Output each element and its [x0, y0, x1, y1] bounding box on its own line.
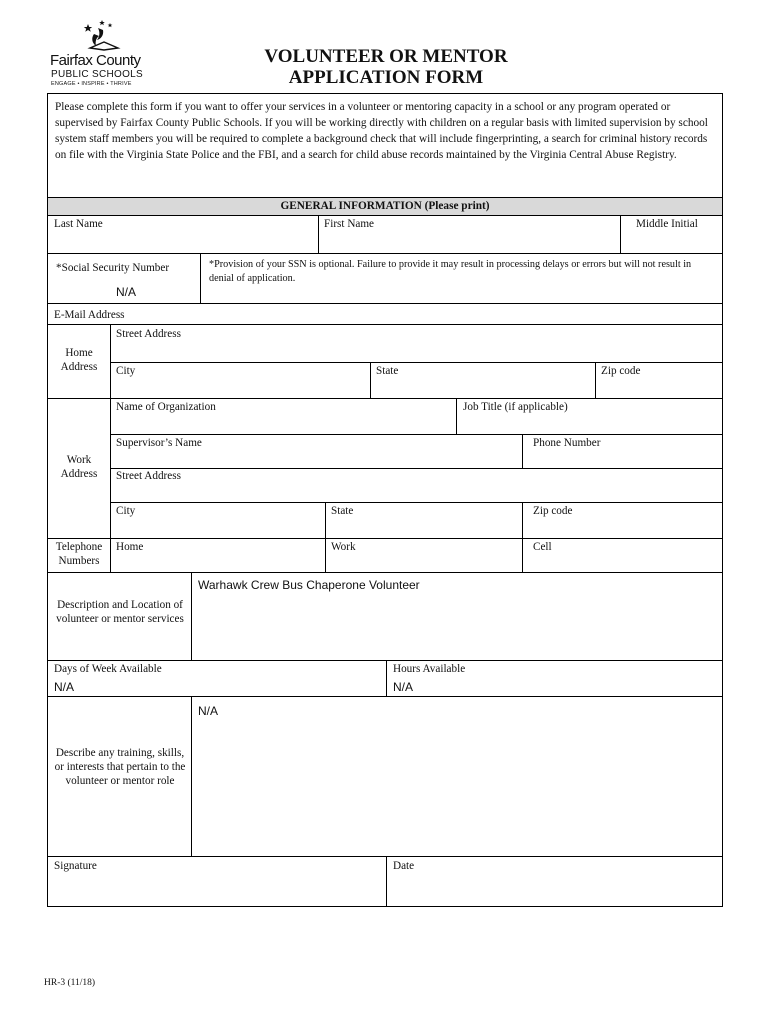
- email-label: E-Mail Address: [54, 309, 125, 321]
- supervisor-label: Supervisor’s Name: [116, 437, 202, 449]
- hours-value[interactable]: N/A: [393, 680, 414, 694]
- hours-label: Hours Available: [393, 663, 466, 675]
- description-label: Description and Location of volunteer or mentor services: [56, 599, 184, 625]
- tel-cell-label: Cell: [533, 541, 552, 553]
- home-city-label: City: [116, 365, 136, 377]
- work-street-label: Street Address: [116, 470, 181, 482]
- telephone-numbers-label: Telephone Numbers: [55, 541, 103, 567]
- description-value[interactable]: Warhawk Crew Bus Chaperone Volunteer: [198, 578, 420, 592]
- work-zip-label: Zip code: [533, 505, 573, 517]
- days-value[interactable]: N/A: [54, 680, 75, 694]
- middle-initial-field[interactable]: [621, 230, 721, 252]
- tel-work-label: Work: [331, 541, 356, 553]
- training-value[interactable]: N/A: [198, 704, 219, 718]
- home-street-label: Street Address: [116, 328, 181, 340]
- last-name-label: Last Name: [54, 218, 103, 230]
- intro-paragraph: Please complete this form if you want to offer your services in a volunteer or mentoring capacity in a school or any program operated or supervised by Fairfax County Public Schools. If you will be working directly with children on a regular basis with limited supervision by school system staff members you will be required to complete a background check that will include fingerprinting, a search for criminal history records on file with the Virginia State Police and the FBI, and a search for child abuse records maintained by the Virginia Central Abuse Registry.: [55, 101, 708, 161]
- middle-initial-label: Middle Initial: [636, 218, 698, 230]
- email-field[interactable]: [140, 305, 720, 323]
- job-title-label: Job Title (if applicable): [463, 401, 568, 413]
- work-address-label: Work Address: [60, 454, 98, 480]
- ssn-value[interactable]: N/A: [116, 285, 137, 299]
- work-state-label: State: [331, 505, 354, 517]
- home-state-label: State: [376, 365, 399, 377]
- work-phone-label: Phone Number: [533, 437, 601, 449]
- first-name-field[interactable]: [319, 230, 619, 252]
- first-name-label: First Name: [324, 218, 375, 230]
- date-label: Date: [393, 860, 415, 872]
- ssn-label: *Social Security Number: [56, 262, 170, 274]
- home-address-label: Home Address: [60, 347, 98, 373]
- days-label: Days of Week Available: [54, 663, 162, 675]
- logo-name: Fairfax County: [50, 52, 141, 69]
- logo-subtitle: PUBLIC SCHOOLS: [51, 69, 144, 80]
- signature-label: Signature: [54, 860, 97, 872]
- organization-label: Name of Organization: [116, 401, 216, 413]
- training-label: Describe any training, skills, or interests that pertain to the volunteer or mentor role: [54, 747, 186, 787]
- tel-home-label: Home: [116, 541, 144, 553]
- home-zip-label: Zip code: [601, 365, 641, 377]
- date-field[interactable]: [388, 874, 720, 904]
- form-code-footer: HR-3 (11/18): [44, 978, 96, 988]
- work-city-label: City: [116, 505, 136, 517]
- form-title-line2: APPLICATION FORM: [288, 67, 484, 88]
- signature-field[interactable]: [48, 874, 384, 904]
- form-title-line1: VOLUNTEER OR MENTOR: [264, 46, 508, 67]
- ssn-note: *Provision of your SSN is optional. Failure to provide it may result in processing delays or errors but will not result in denial of application.: [209, 259, 692, 284]
- last-name-field[interactable]: [48, 230, 318, 252]
- logo-tagline: ENGAGE • INSPIRE • THRIVE: [51, 81, 132, 87]
- section-header: GENERAL INFORMATION (Please print): [48, 198, 722, 215]
